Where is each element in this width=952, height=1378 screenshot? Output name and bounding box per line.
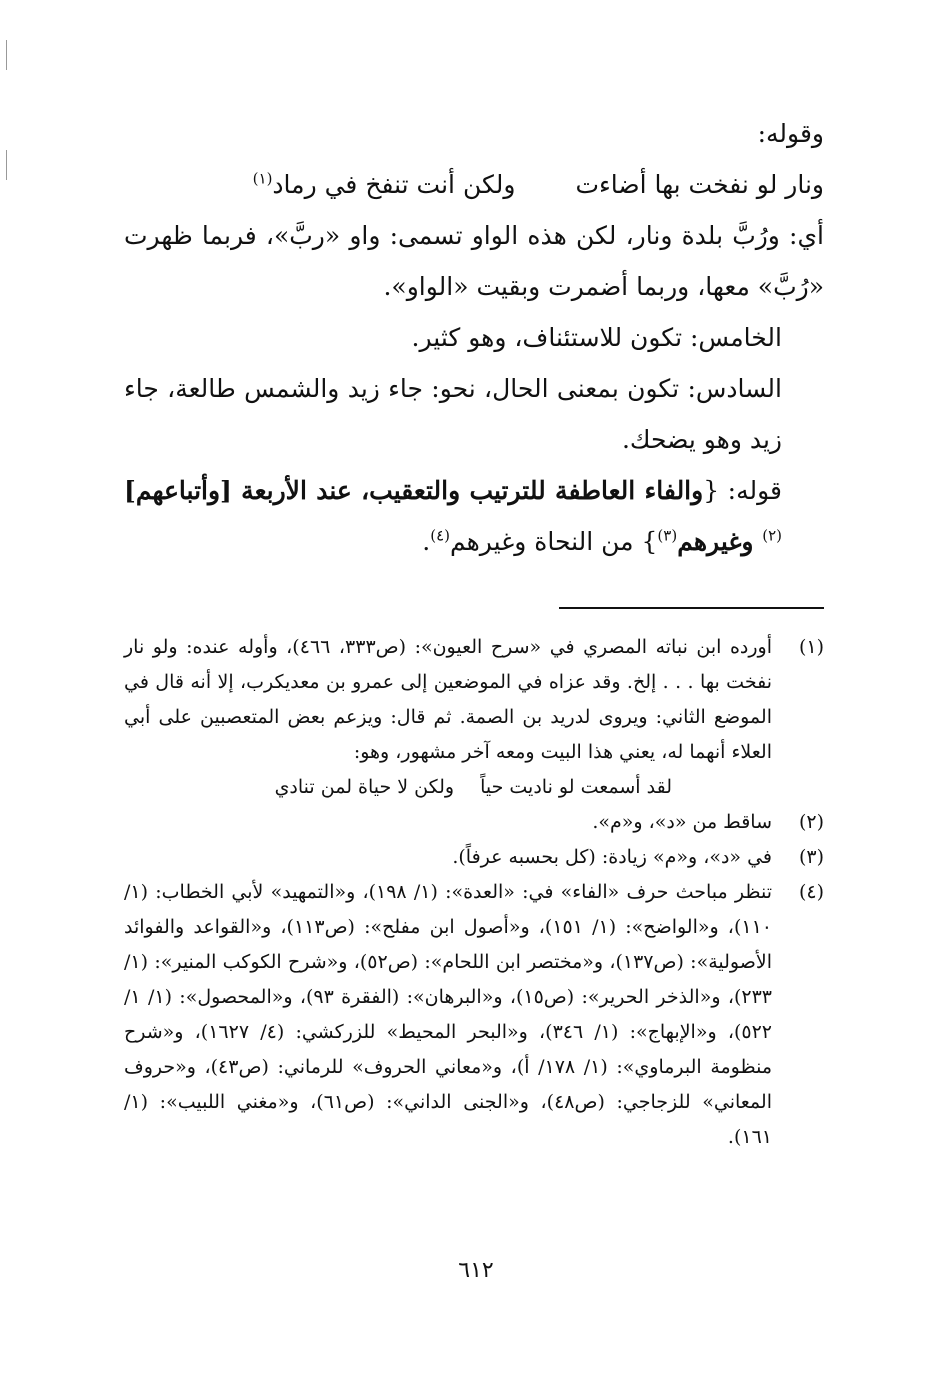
paragraph-text: أي: ورُبَّ بلدة ونار، لكن هذه الواو تسمى: واو «ربَّ»، فربما ظهرت «رُبَّ» معها، وربما أضمرت وبقيت «الواو». — [124, 221, 824, 301]
quote-rest: } من النحاة وغيرهم — [449, 527, 658, 556]
intro-text: وقوله: — [757, 119, 824, 148]
footnote-text: في «د»، و«م» زيادة: (كل بحسبه عرفاً). — [452, 846, 772, 868]
scan-edge-mark — [6, 150, 7, 180]
footnote-number: (٣) — [798, 846, 824, 868]
footnote-4 — [124, 875, 824, 1155]
footnote-separator — [559, 607, 824, 609]
paragraph-text: الخامس: تكون للاستئناف، وهو كثير. — [411, 323, 782, 352]
footnote-verse — [124, 770, 772, 805]
main-text — [124, 108, 824, 567]
footnote-3 — [124, 840, 824, 875]
footnote-verse-second: ولكن لا حياة لمن تنادي — [274, 776, 455, 798]
paragraph-sixth — [124, 363, 824, 465]
footnote-ref: (٤) — [430, 526, 450, 545]
footnotes-section — [124, 630, 824, 1155]
footnote-2 — [124, 805, 824, 840]
verse-second-part — [253, 159, 516, 210]
scan-edge-mark — [6, 40, 7, 70]
footnote-number: (٢) — [798, 811, 824, 833]
verse-first-hemistich: ونار لو نفخت بها أضاءت — [575, 170, 824, 199]
paragraph-faa — [124, 465, 824, 567]
footnote-body — [124, 630, 772, 805]
paragraph-fifth — [124, 312, 824, 363]
page-number: ٦١٢ — [458, 1258, 494, 1283]
poem-verse — [124, 159, 824, 210]
footnote-text: أورده ابن نباته المصري في «سرح العيون»: (ص٣٣٣، ٤٦٦)، وأوله عنده: ولو نار نفخت بها . . . إلخ. وقد عزاه في الموضعين إلى عمرو بن معديكرب، إلا أنه قال في الموضع الثاني: ويروى لدريد بن الصمة. ثم قال: ويزعم بعض المتعصبين على أبي العلاء أنهما له، يعني هذا البيت ومعه آخر مشهور، وهو: — [124, 636, 772, 763]
paragraph-text: السادس: تكون بمعنى الحال، نحو: جاء زيد والشمس طالعة، جاء زيد وهو يضحك. — [124, 374, 782, 454]
footnote-ref: (٢) — [762, 526, 782, 545]
matn-quote: والفاء العاطفة للترتيب والتعقيب، عند الأربعة [وأتباعهم] — [124, 476, 704, 505]
footnote-verse-first: لقد أسمعت لو ناديت حياً — [480, 776, 672, 798]
footnote-ref: (١) — [252, 169, 273, 188]
verse-second-hemistich: ولكن أنت تنفخ في رماد — [272, 170, 516, 199]
footnote-number: (١) — [798, 636, 824, 658]
main-line-intro — [124, 108, 824, 159]
paragraph-rubba — [124, 210, 824, 312]
footnote-text: ساقط من «د»، و«م». — [592, 811, 772, 833]
footnote-1 — [124, 630, 824, 805]
matn-quote-cont: وغيرهم — [677, 527, 763, 556]
footnote-number: (٤) — [798, 881, 824, 903]
footnote-text: تنظر مباحث حرف «الفاء» في: «العدة»: (١/ ١٩٨)، و«التمهيد» لأبي الخطاب: (١/ ١١٠)، و«الواضح»: (١/ ١٥١)، و«أصول ابن مفلح»: (ص١١٣)، و«القواعد والفوائد الأصولية»: (ص١٣٧)، و«مختصر ابن اللحام»: (ص٥٢)، و«شرح الكوكب المنير»: (١/ ٢٣٣)، و«الذخر الحرير»: (ص١٥)، و«البرهان»: (الفقرة ٩٣)، و«المحصول»: (١/ ١/ ٥٢٢)، و«الإبهاج»: (١/ ٣٤٦)، و«البحر المحيط» للزركشي: (٤/ ١٦٢٧)، و«شرح منظومة البرماوي»: (١/ ١٧٨/ أ)، و«معاني الحروف» للرماني: (ص٤٣)، و«حروف المعاني» للزجاجي: (ص٤٨)، و«الجنى الداني»: (ص٦١)، و«مغني اللبيب»: (١/ ١٦١). — [124, 881, 772, 1148]
quote-end: . — [422, 527, 431, 556]
footnote-ref: (٣) — [657, 526, 678, 545]
quote-lead: قوله: { — [703, 476, 782, 505]
